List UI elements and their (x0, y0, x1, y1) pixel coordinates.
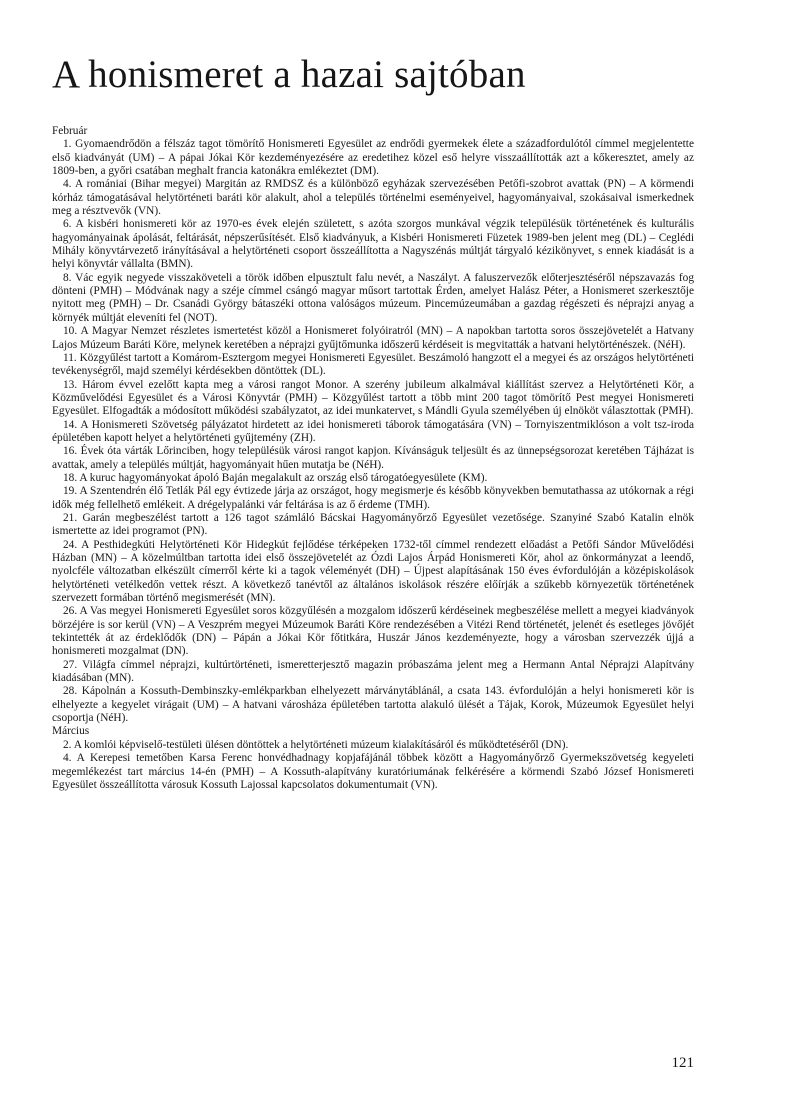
section-heading: Március (52, 725, 90, 738)
paragraph: 2. A komlói képviselő-testületi ülésen döntöttek a helytörténeti múzeum kialakításáról és működtetéséről (DN). (63, 738, 569, 751)
paragraph: 6. A kisbéri honismereti kör az 1970-es évek elején született, s azóta szorgos munkával végzik településük történetének és kulturális hagyományainak ápolását, feltárását, népszerűsítését. Első kiadványuk, a Kisbéri Honismereti Füzetek 1989-ben jelent meg (DL) – Ceglédi Mihály könyvtárvezető irányításával a helytörténeti csoport összeállította a Nagyszénás múltját tárgyaló kézikönyvet, s ennek kiadását is a helyi könyvtár vállalta (BMN). (52, 218, 694, 271)
page (52, 0, 694, 1114)
section-februar (52, 125, 694, 725)
paragraph: 1. Gyomaendrődön a félszáz tagot tömörítő Honismereti Egyesület az endrődi gyermekek élete a századfordulótól címmel megjelentette első kiadványát (UM) – A pápai Jókai Kör kezdeményezésére az eredetihez közel eső helyre visszaállították azt a kőkeresztet, amely az 1809-ben, a győri csatában meghalt francia katonákra emlékeztet (DM). (52, 138, 694, 178)
paragraph: 27. Világfa címmel néprajzi, kultúrtörténeti, ismeretterjesztő magazin próbaszáma jelent meg a Hermann Antal Néprajzi Alapítvány kiadásában (MN). (52, 658, 694, 685)
paragraph: 21. Garán megbeszélést tartott a 126 tagot számláló Bácskai Hagyományőrző Egyesület vezetősége. Szanyiné Szabó Katalin elnök ismertette az idei programot (PN). (52, 511, 694, 538)
paragraph: 19. A Szentendrén élő Tetlák Pál egy évtizede járja az országot, hogy megismerje és később könyvekben bemutathassa az utókornak a régi idők még fellelhető emlékeit. A drégelypalánki vár feltárása is az ő érdeme (TMH). (52, 485, 694, 511)
section-marcius (52, 725, 694, 792)
paragraph: 24. A Pesthidegkúti Helytörténeti Kör Hidegkút fejlődése térképeken 1732-től címmel rendezett előadást a Petőfi Sándor Művelődési Házban (MN) – A közelmúltban tartotta idei első összejövetelét az Ózdi Lajos Árpád Honismereti Kör, ahol az önkormányzat a leendő, nyolcféle változatban elkészült címerről kérte ki a tagok véleményét (DH) – Újpest alapításának 150 éves évfordulóján a középiskolások helytörténeti vetélkedőn vettek részt. A következő tanévtől az általános iskolások részére előírják a szűkebb környezetük történetének szervezett formában történő megismerését (MN). (52, 538, 694, 605)
paragraph: 26. A Vas megyei Honismereti Egyesület soros közgyűlésén a mozgalom időszerű kérdéseinek megbeszélése mellett a megyei kiadványok börzéjére is sor kerül (VN) – A Veszprém megyei Múzeumok Baráti Köre rendezésében a Vitézi Rend történetét, jelenét és esetleges jövőjét tekintették át az érdeklődők (DN) – Pápán a Jókai Kör főtitkára, Huszár János kezdeményezte, hogy a városban szervezzék újjá a honismereti mozgalmat (DN). (52, 605, 694, 658)
paragraph: 14. A Honismereti Szövetség pályázatot hirdetett az idei honismereti táborok támogatására (VN) – Tornyiszentmiklóson a volt tsz-iroda épületében kapott helyet a helytörténeti gyűjtemény (ZH). (52, 418, 694, 444)
paragraph: 11. Közgyűlést tartott a Komárom-Esztergom megyei Honismereti Egyesület. Beszámoló hangzott el a megyei és az országos helytörténeti tevékenységről, majd személyi kérdésekben döntöttek (DL). (52, 351, 694, 378)
paragraph: 4. A romániai (Bihar megyei) Margitán az RMDSZ és a különböző egyházak szervezésében Petőfi-szobrot avattak (PN) – A körmendi kórház támogatásával helytörténeti baráti kör alakult, ahol a település történelmi eseményeivel, hagyományaival, szokásaival ismerkednek meg a résztvevők (VN). (52, 178, 694, 218)
section-heading: Február (52, 125, 88, 137)
page-title: A honismeret a hazai sajtóban (52, 53, 526, 96)
paragraph: 28. Kápolnán a Kossuth-Dembinszky-emlékparkban elhelyezett márványtáblánál, a csata 143. évfordulóján a helyi honismereti kör is elhelyezte a kegyelet virágait (UM) – A hatvani városháza épületében tartotta alakuló ülését a Tájak, Korok, Múzeumok Egyesület helyi csoportja (NéH). (52, 685, 694, 725)
paragraph: 4. A Kerepesi temetőben Karsa Ferenc honvédhadnagy kopjafájánál többek között a Hagyományőrző Gyermekszövetség kegyeleti megemlékezést tart március 14-én (PMH) – A Kossuth-alapítvány kuratóriumának felkérésére a körmendi Szabó József Honismereti Egyesület összeállította városuk Kossuth Lajossal kapcsolatos dokumentumait (VN). (52, 752, 694, 791)
paragraph: 10. A Magyar Nemzet részletes ismertetést közöl a Honismeret folyóiratról (MN) – A napokban tartotta soros összejövetelét a Hatvany Lajos Múzeum Baráti Köre, melynek keretében a néprajzi gyűjtőmunka időszerű kérdéseit is megvitatták a hatvani helytörténészek. (NéH). (52, 325, 694, 351)
page-number: 121 (671, 1055, 694, 1071)
paragraph: 18. A kuruc hagyományokat ápoló Baján megalakult az ország első tárogatóegyesülete (KM). (63, 471, 488, 484)
article-body (52, 125, 694, 792)
paragraph: 8. Vác egyik negyede visszaköveteli a török időben elpusztult falu nevét, a Naszályt. A faluszervezők előterjesztéséről népszavazás fog dönteni (PMH) – Módvának nagy a széje címmel csángó magyar műsort tartottak Érden, amelyet Halász Péter, a Honismeret szerkesztője nyitott meg (PMH) – Dr. Csanádi György bátaszéki ottona valóságos múzeum. Pincemúzeumában a gazdag régészeti és néprajzi anyag a környék múltját eleveníti fel (NOT). (52, 271, 694, 324)
paragraph: 13. Három évvel ezelőtt kapta meg a városi rangot Monor. A szerény jubileum alkalmával kiállítást szervez a Helytörténeti Kör, a Közművelődési Egyesület és a Városi Könyvtár (PMH) – Közgyűlést tartott a több mint 200 tagot tömörítő Pest megyei Honismereti Egyesület. Elfogadták a módosított működési szabályzatot, az idei munkatervet, s Mándli Gyula személyében új elnököt választottak (PMH). (52, 378, 694, 418)
paragraph: 16. Évek óta várták Lőrinciben, hogy településük városi rangot kapjon. Kívánságuk teljesült és az ünnepségsorozat keretében Tájházat is avattak, amely a település múltját, hagyományait hűen mutatja be (NéH). (52, 445, 694, 471)
